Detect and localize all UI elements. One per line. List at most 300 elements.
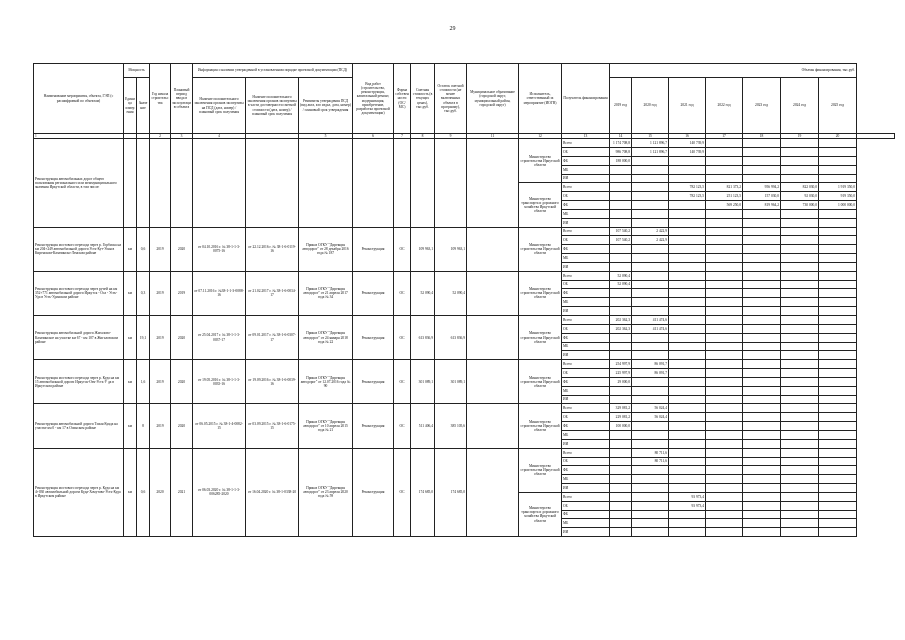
row-amount: 52 090,4 <box>610 280 632 289</box>
row-amount <box>610 439 632 448</box>
column-number: 18 <box>743 134 781 139</box>
row-name: Реконструкция автомобильной дороги Тихая Куяда на участке км 0 - км 17 в Осинском районе <box>34 404 124 448</box>
row-amount <box>819 430 857 439</box>
row-amount <box>781 457 819 466</box>
row-amount <box>819 333 857 342</box>
row-amount: 56 024,4 <box>632 413 669 422</box>
row-amount <box>632 519 669 528</box>
row-amount <box>669 430 706 439</box>
row-amount <box>669 271 706 280</box>
row-amount <box>706 484 743 493</box>
row-year-start: 2019 <box>150 271 171 315</box>
row-amount <box>669 342 706 351</box>
row-amount <box>706 236 743 245</box>
row-amount <box>781 448 819 457</box>
row-municipality <box>467 448 519 536</box>
row-work-type: Реконструкция <box>353 271 394 315</box>
row-amount: 782 123,5 <box>669 192 706 201</box>
row-unit: км <box>124 227 137 271</box>
row-amount <box>781 316 819 325</box>
header-year-start: Год начала строительства <box>150 64 171 134</box>
row-amount <box>669 174 706 183</box>
row-amount <box>610 351 632 360</box>
row-ownership: ОС <box>394 360 411 404</box>
row-est-cost: 301 089,1 <box>411 360 435 404</box>
row-amount <box>610 395 632 404</box>
row-amount <box>706 139 743 148</box>
row-amount: 411 474,6 <box>632 324 669 333</box>
row-value <box>137 139 150 227</box>
row-amount <box>669 201 706 210</box>
row-amount <box>669 262 706 271</box>
row-amount <box>632 377 669 386</box>
row-executor: Министерство строительства Иркутской области <box>519 316 562 360</box>
header-municipality: Муниципальное образование (городской округ, муниципальный район, городской округ) <box>467 64 519 134</box>
row-amount <box>610 333 632 342</box>
row-amount <box>632 289 669 298</box>
row-amount: 956 994,2 <box>743 183 781 192</box>
row-amount <box>743 289 781 298</box>
table-row <box>34 271 895 280</box>
row-amount <box>706 448 743 457</box>
row-amount <box>743 475 781 484</box>
header-year-1: 2020 год <box>632 78 669 134</box>
row-amount: 251 123,5 <box>706 192 743 201</box>
row-amount <box>819 395 857 404</box>
row-amount: 569 250,0 <box>706 201 743 210</box>
row-year-end: 2019 <box>171 271 193 315</box>
row-source: ОБ <box>562 501 610 510</box>
row-amount <box>610 510 632 519</box>
row-amount <box>610 245 632 254</box>
row-amount <box>610 501 632 510</box>
row-doc-approve <box>299 139 353 227</box>
header-year-3: 2022 год <box>706 78 743 134</box>
row-source: ФБ <box>562 333 610 342</box>
row-doc-cost: от 22.12.2016 г. № 38-1-6-0119-16 <box>246 227 299 271</box>
row-amount: 92 030,0 <box>781 192 819 201</box>
row-amount: 2 422,9 <box>632 227 669 236</box>
row-amount: 229 081,2 <box>610 413 632 422</box>
row-work-type: Реконструкция <box>353 227 394 271</box>
row-amount: 86 091,7 <box>632 360 669 369</box>
row-amount: 86 091,7 <box>632 369 669 378</box>
row-amount <box>610 262 632 271</box>
row-amount <box>819 156 857 165</box>
row-source: МБ <box>562 342 610 351</box>
row-source: Всего <box>562 404 610 413</box>
table-row <box>34 360 895 369</box>
funding-table <box>33 63 895 537</box>
row-ownership: ОС <box>394 448 411 536</box>
row-amount: 1 121 896,7 <box>632 147 669 156</box>
row-source: ОБ <box>562 369 610 378</box>
row-amount <box>669 422 706 431</box>
row-executor: Министерство строительства Иркутской области <box>519 404 562 448</box>
row-doc-cost <box>246 139 299 227</box>
row-amount <box>819 439 857 448</box>
column-number: 7 <box>394 134 411 139</box>
row-amount: 93 973,4 <box>669 492 706 501</box>
row-amount <box>819 457 857 466</box>
row-amount <box>610 457 632 466</box>
row-amount <box>819 307 857 316</box>
row-value: 0,3 <box>137 271 150 315</box>
row-amount <box>669 307 706 316</box>
row-source: Всего <box>562 316 610 325</box>
row-amount <box>819 324 857 333</box>
row-doc-cost: от 09.01.2017 г. № 38-1-6-0307-17 <box>246 316 299 360</box>
row-amount <box>743 466 781 475</box>
row-amount: 52 090,4 <box>610 271 632 280</box>
row-amount <box>743 519 781 528</box>
row-doc-cost: от 21.02.2017 г. № 38-1-6-0034-17 <box>246 271 299 315</box>
row-amount <box>819 369 857 378</box>
row-amount <box>632 492 669 501</box>
row-rem-cost: 301 089,1 <box>435 360 467 404</box>
row-amount <box>669 360 706 369</box>
row-amount: 1 000 000,0 <box>819 201 857 210</box>
table-row <box>34 316 895 325</box>
header-year-2: 2021 год <box>669 78 706 134</box>
row-amount <box>781 218 819 227</box>
row-amount <box>610 492 632 501</box>
row-amount <box>706 360 743 369</box>
row-source: ФБ <box>562 289 610 298</box>
row-year-end: 2020 <box>171 316 193 360</box>
row-amount: 1 121 896,7 <box>632 139 669 148</box>
row-amount <box>781 528 819 537</box>
row-amount <box>781 298 819 307</box>
row-amount <box>669 386 706 395</box>
row-source: МБ <box>562 298 610 307</box>
column-number: 2 <box>150 134 171 139</box>
row-amount <box>610 165 632 174</box>
row-amount <box>819 360 857 369</box>
row-amount <box>819 298 857 307</box>
row-source: МБ <box>562 165 610 174</box>
column-number: 16 <box>669 134 706 139</box>
row-ownership: ОС <box>394 227 411 271</box>
row-amount <box>632 475 669 484</box>
row-amount <box>781 484 819 493</box>
row-amount <box>610 466 632 475</box>
row-amount: 140 739,9 <box>669 139 706 148</box>
row-source: ИИ <box>562 262 610 271</box>
header-year-end: Плановый период ввода в эксплуатацию объекта <box>171 64 193 134</box>
row-amount <box>632 218 669 227</box>
row-year-start: 2019 <box>150 227 171 271</box>
row-amount <box>706 395 743 404</box>
row-amount <box>781 174 819 183</box>
header-recipient: Получатель финансирования <box>562 64 610 134</box>
column-number: 5 <box>299 134 353 139</box>
row-amount: 56 024,4 <box>632 404 669 413</box>
row-amount <box>819 448 857 457</box>
row-source: ФБ <box>562 245 610 254</box>
row-amount <box>819 316 857 325</box>
row-amount <box>781 324 819 333</box>
row-year-end <box>171 139 193 227</box>
header-rem-cost: Остаток сметной стоимости (не менее включенных объекта в программу), тыс.руб. <box>435 64 467 134</box>
row-amount <box>781 386 819 395</box>
row-amount <box>706 280 743 289</box>
row-amount: 822 030,0 <box>781 183 819 192</box>
row-amount: 821 373,2 <box>706 183 743 192</box>
row-amount <box>610 298 632 307</box>
row-amount <box>819 271 857 280</box>
row-amount <box>743 501 781 510</box>
row-source: ИИ <box>562 395 610 404</box>
row-doc-estimate <box>193 139 246 227</box>
row-amount <box>819 466 857 475</box>
row-work-type: Реконструкция <box>353 448 394 536</box>
row-amount <box>706 307 743 316</box>
column-number: 19 <box>781 134 819 139</box>
header-capacity: Мощность <box>124 64 150 78</box>
row-amount <box>819 147 857 156</box>
row-doc-approve: Приказ ОГКУ "Дирекция автодорог" от 28 декабря 2016 года № 187 <box>299 227 353 271</box>
row-source: Всего <box>562 492 610 501</box>
row-amount <box>610 528 632 537</box>
row-amount: 80 711,6 <box>632 448 669 457</box>
row-amount: 100 000,0 <box>610 422 632 431</box>
page-number: 29 <box>449 26 456 32</box>
row-amount <box>632 209 669 218</box>
row-amount <box>706 298 743 307</box>
row-year-end: 2020 <box>171 227 193 271</box>
row-amount <box>706 519 743 528</box>
row-executor: Министерство строительства Иркутской области <box>519 271 562 315</box>
row-amount: 1 919 350,0 <box>819 183 857 192</box>
row-amount <box>743 395 781 404</box>
row-amount <box>706 218 743 227</box>
row-amount <box>632 333 669 342</box>
row-amount <box>781 254 819 263</box>
row-amount <box>781 147 819 156</box>
row-amount <box>743 209 781 218</box>
row-executor: Министерство строительства Иркутской области <box>519 227 562 271</box>
row-amount <box>819 262 857 271</box>
column-number: 11 <box>467 134 519 139</box>
row-amount <box>743 262 781 271</box>
row-amount <box>781 342 819 351</box>
row-source: ФБ <box>562 510 610 519</box>
row-amount <box>743 280 781 289</box>
row-amount: 225 997,9 <box>610 369 632 378</box>
row-amount <box>632 395 669 404</box>
row-rem-cost: 52 090,4 <box>435 271 467 315</box>
row-amount <box>706 165 743 174</box>
row-name: Реконструкция мостового перехода через р. Горбиска на км 204+249 автомобильной дороги Усть-Кут-Уоян в Киренском-Казачинско-Ленском районе <box>34 227 124 271</box>
row-source: ИИ <box>562 439 610 448</box>
row-year-start: 2019 <box>150 404 171 448</box>
row-amount <box>706 492 743 501</box>
row-amount <box>743 165 781 174</box>
row-year-start: 2019 <box>150 360 171 404</box>
row-source: ИИ <box>562 351 610 360</box>
row-source: ОБ <box>562 457 610 466</box>
row-amount <box>669 165 706 174</box>
header-est-cost: Сметная стоимость (в текущих ценах), тыс.руб. <box>411 64 435 134</box>
row-amount <box>669 316 706 325</box>
row-amount <box>819 475 857 484</box>
row-ownership <box>394 139 411 227</box>
row-amount: 140 739,9 <box>669 147 706 156</box>
row-amount: 93 973,4 <box>669 501 706 510</box>
row-amount <box>669 519 706 528</box>
row-amount <box>743 254 781 263</box>
header-executor: Исполнитель, ответственный за мероприятие (ИОГВ) <box>519 64 562 134</box>
row-doc-estimate: от 06.03.2020 г. № 38-1-1-3-006285-2020 <box>193 448 246 536</box>
row-unit: км <box>124 360 137 404</box>
row-year-end: 2021 <box>171 448 193 536</box>
row-amount <box>781 156 819 165</box>
row-amount <box>743 404 781 413</box>
row-amount <box>781 289 819 298</box>
row-amount <box>669 395 706 404</box>
table-row <box>34 404 895 413</box>
row-amount <box>781 236 819 245</box>
row-amount <box>743 174 781 183</box>
row-ownership: ОС <box>394 404 411 448</box>
row-amount <box>669 324 706 333</box>
row-amount: 919 350,0 <box>819 192 857 201</box>
row-doc-cost: от 16.04.2020 г. № 38-1-0338-20 <box>246 448 299 536</box>
row-year-end: 2020 <box>171 360 193 404</box>
row-amount: 202 362,3 <box>610 316 632 325</box>
row-amount <box>819 227 857 236</box>
row-name: Реконструкция мостового перехода через ручей на км 352+771 автомобильной дороги Иркутск - Оса - Усть-Уда в Усть-Удинском районе <box>34 271 124 315</box>
row-source: МБ <box>562 209 610 218</box>
row-doc-approve: Приказ ОГКУ "Дирекция автодорог" от 10 апреля 2015 года № 21 <box>299 404 353 448</box>
column-number: 1 <box>34 134 124 139</box>
row-est-cost: 109 963,1 <box>411 227 435 271</box>
row-amount <box>743 492 781 501</box>
header-year-4: 2023 год <box>743 78 781 134</box>
row-year-start <box>150 139 171 227</box>
row-amount <box>781 245 819 254</box>
row-amount: 819 964,2 <box>743 201 781 210</box>
row-doc-approve: Приказ ОГКУ "Дирекция автодорог" от 23 апреля 2020 года № 59 <box>299 448 353 536</box>
row-executor: Министерство транспорта и дорожного хозяйства Иркутской области <box>519 183 562 227</box>
row-amount <box>669 289 706 298</box>
row-amount <box>706 439 743 448</box>
row-source: ИИ <box>562 174 610 183</box>
row-amount <box>743 333 781 342</box>
row-amount <box>669 156 706 165</box>
row-amount <box>669 227 706 236</box>
row-doc-cost: от 19.09.2016 г. № 38-1-6-0039-16 <box>246 360 299 404</box>
row-amount <box>781 262 819 271</box>
row-amount <box>781 227 819 236</box>
row-amount <box>706 156 743 165</box>
row-amount <box>781 466 819 475</box>
row-amount <box>706 271 743 280</box>
row-amount: 411 474,6 <box>632 316 669 325</box>
row-work-type <box>353 139 394 227</box>
row-value: 0,6 <box>137 448 150 536</box>
row-source: МБ <box>562 475 610 484</box>
row-amount <box>743 156 781 165</box>
row-amount: 329 081,2 <box>610 404 632 413</box>
row-amount <box>669 333 706 342</box>
row-amount: 986 708,8 <box>610 147 632 156</box>
row-amount <box>669 369 706 378</box>
row-amount <box>819 377 857 386</box>
row-amount <box>819 501 857 510</box>
row-amount <box>781 351 819 360</box>
row-amount <box>781 439 819 448</box>
row-amount <box>610 342 632 351</box>
header-year-5: 2024 год <box>781 78 819 134</box>
row-municipality <box>467 360 519 404</box>
row-amount <box>706 174 743 183</box>
row-amount <box>706 528 743 537</box>
row-amount <box>706 209 743 218</box>
row-source: Всего <box>562 271 610 280</box>
row-amount <box>669 439 706 448</box>
header-ownership: Форма собственности (ОС/МС) <box>394 64 411 134</box>
row-amount <box>632 254 669 263</box>
row-amount <box>706 245 743 254</box>
row-amount <box>706 316 743 325</box>
row-doc-estimate: от 25.04.2017 г. № 38-1-1-3-0037-17 <box>193 316 246 360</box>
column-number: 4 <box>193 134 246 139</box>
row-amount <box>781 271 819 280</box>
row-unit <box>124 139 137 227</box>
row-amount <box>743 510 781 519</box>
row-amount <box>632 466 669 475</box>
row-name: Реконструкция мостового перехода через р. Куда на км 15 автомобильной дороги Иркутск-Оек-Усть-У да в Иркутском районе <box>34 360 124 404</box>
row-amount: 254 997,9 <box>610 360 632 369</box>
row-amount: 2 422,9 <box>632 236 669 245</box>
row-est-cost: 511 406,4 <box>411 404 435 448</box>
row-amount: 782 123,5 <box>669 183 706 192</box>
row-amount <box>781 139 819 148</box>
row-amount <box>781 307 819 316</box>
row-amount <box>632 262 669 271</box>
row-year-end: 2020 <box>171 404 193 448</box>
column-number: 20 <box>819 134 857 139</box>
row-municipality <box>467 316 519 360</box>
row-amount <box>743 369 781 378</box>
row-value: 8 <box>137 404 150 448</box>
row-amount <box>743 236 781 245</box>
row-executor: Министерство строительства Иркутской области <box>519 448 562 492</box>
row-source: ФБ <box>562 156 610 165</box>
row-source: Всего <box>562 227 610 236</box>
row-amount <box>706 457 743 466</box>
row-ownership: ОС <box>394 316 411 360</box>
row-value: 19,1 <box>137 316 150 360</box>
row-amount: 1 174 708,8 <box>610 139 632 148</box>
row-rem-cost: 174 685,0 <box>435 448 467 536</box>
row-amount <box>632 501 669 510</box>
row-amount <box>819 484 857 493</box>
header-funding-group: Объемы финансирования, тыс.руб. <box>610 64 857 78</box>
row-source: ОБ <box>562 147 610 156</box>
row-amount <box>669 236 706 245</box>
row-doc-estimate: от 06.05.2015 г. № 38-1-4-0082-15 <box>193 404 246 448</box>
row-amount <box>781 422 819 431</box>
row-rem-cost: 613 836,9 <box>435 316 467 360</box>
row-amount <box>706 377 743 386</box>
row-amount <box>706 422 743 431</box>
row-amount <box>632 484 669 493</box>
row-amount <box>632 280 669 289</box>
row-amount <box>743 413 781 422</box>
